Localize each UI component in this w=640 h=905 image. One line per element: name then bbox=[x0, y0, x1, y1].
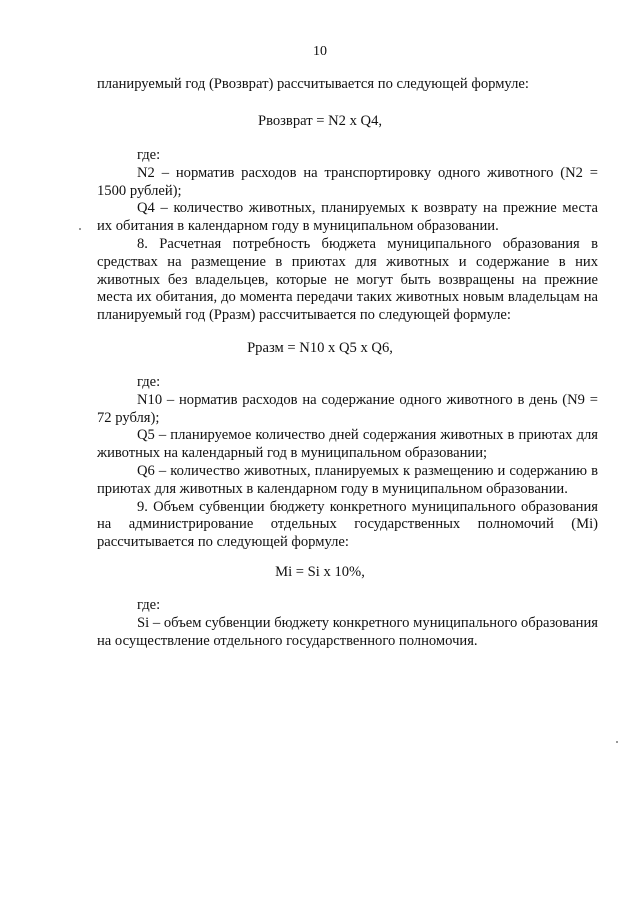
definition-q4: Q4 – количество животных, планируемых к возврату на прежние места их обитания в календарном году в муниципальном образовании. bbox=[97, 200, 598, 235]
formula-administration: Mi = Si х 10%, bbox=[275, 564, 365, 580]
section-administration-definitions bbox=[97, 597, 598, 650]
scan-speck bbox=[616, 741, 618, 743]
paragraph-item-9: 9. Объем субвенции бюджету конкретного муниципального образования на администрирование отдельных государственных полномочий (Mi) рассчитывается по следующей формуле: bbox=[97, 498, 598, 551]
where-label: где: bbox=[137, 147, 161, 163]
formula-placement: Рразм = N10 х Q5 х Q6, bbox=[247, 340, 393, 356]
intro-paragraph bbox=[97, 76, 598, 94]
section-return-definitions bbox=[97, 147, 598, 325]
definition-q6: Q6 – количество животных, планируемых к размещению и содержанию в приютах для животных в календарном году в муниципальном образовании. bbox=[97, 462, 598, 497]
scan-speck bbox=[79, 228, 81, 230]
page-number: 10 bbox=[313, 44, 327, 59]
formula-return: Рвозврат = N2 х Q4, bbox=[257, 113, 383, 129]
definition-q5: Q5 – планируемое количество дней содержания животных в приютах для животных на календарный год в муниципальном образовании; bbox=[97, 427, 598, 462]
where-label: где: bbox=[137, 374, 161, 390]
definition-si: Si – объем субвенции бюджету конкретного муниципального образования на осуществление отдельного государственного полномочия. bbox=[97, 614, 598, 649]
where-label: где: bbox=[137, 597, 161, 613]
section-placement-definitions bbox=[97, 374, 598, 552]
definition-n10: N10 – норматив расходов на содержание одного животного в день (N9 = 72 рубля); bbox=[97, 391, 598, 426]
paragraph-item-8: 8. Расчетная потребность бюджета муниципального образования в средствах на размещение в приютах для животных и содержание в них животных без владельцев, которые не могут быть возвращены на прежние места их обитания, до момента передачи таких животных новым владельцам на планируемый год (Рразм) рассчитывается по следующей формуле: bbox=[97, 235, 598, 324]
intro-line: планируемый год (Рвозврат) рассчитывается по следующей формуле: bbox=[97, 76, 529, 92]
definition-n2: N2 – норматив расходов на транспортировку одного животного (N2 = 1500 рублей); bbox=[97, 164, 598, 199]
